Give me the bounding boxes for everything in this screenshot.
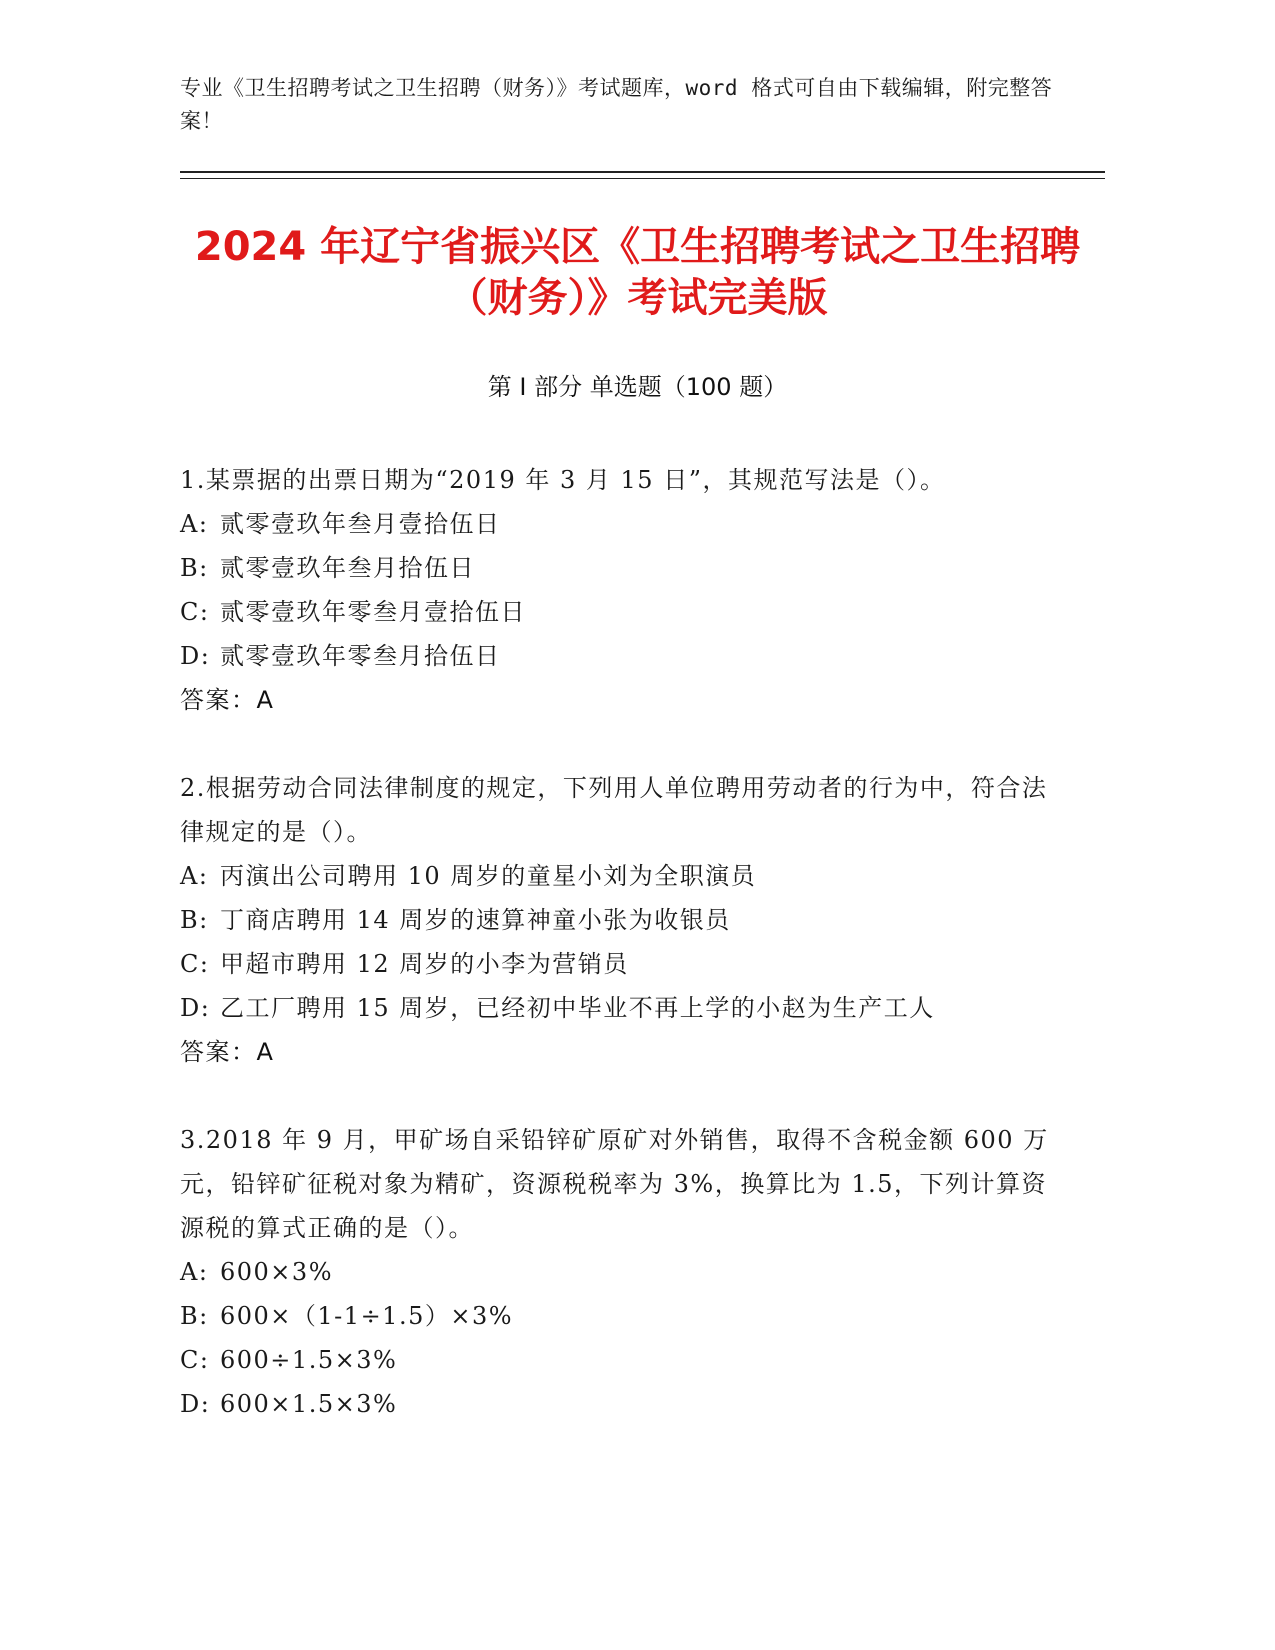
option-key: A: [180, 510, 209, 538]
option-b [180, 1294, 1060, 1338]
option-text: 600×3% [220, 1258, 333, 1286]
option-d [180, 1382, 1060, 1426]
option-b [180, 898, 1060, 942]
option-text: 600×1.5×3% [220, 1390, 398, 1418]
header-rule-thin [180, 178, 1105, 179]
option-text: 贰零壹玖年零叁月拾伍日 [220, 642, 501, 670]
header-rule-thick [180, 171, 1105, 173]
option-c [180, 942, 1060, 986]
question-list [180, 458, 1060, 1470]
option-text: 乙工厂聘用 15 周岁，已经初中毕业不再上学的小赵为生产工人 [220, 994, 935, 1022]
option-key: A: [180, 1258, 209, 1286]
option-key: C: [180, 950, 210, 978]
option-c [180, 1338, 1060, 1382]
header-note: 专业《卫生招聘考试之卫生招聘（财务）》考试题库，word 格式可自由下载编辑，附完整答案！ [180, 76, 1053, 133]
option-key: B: [180, 906, 209, 934]
question-stem: 3.2018 年 9 月，甲矿场自采铅锌矿原矿对外销售，取得不含税金额 600 万元，铅锌矿征税对象为精矿，资源税税率为 3%，换算比为 1.5，下列计算资源税的算式正确的是（）。 [180, 1126, 1049, 1242]
option-text: 甲超市聘用 12 周岁的小李为营销员 [220, 950, 629, 978]
question-stem: 1.某票据的出票日期为“2019 年 3 月 15 日”，其规范写法是（）。 [180, 466, 946, 494]
option-d [180, 986, 1060, 1030]
question-2 [180, 766, 1060, 1074]
option-key: D: [180, 1390, 211, 1418]
option-key: C: [180, 1346, 210, 1374]
option-text: 600×（1-1÷1.5）×3% [220, 1302, 514, 1330]
option-key: D: [180, 994, 211, 1022]
option-key: A: [180, 862, 209, 890]
answer-line: 答案：A [180, 1038, 275, 1066]
option-key: B: [180, 1302, 209, 1330]
option-text: 丙演出公司聘用 10 周岁的童星小刘为全职演员 [220, 862, 757, 890]
question-3 [180, 1118, 1060, 1426]
option-d [180, 634, 1060, 678]
document-title: 2024 年辽宁省振兴区《卫生招聘考试之卫生招聘（财务）》考试完美版 [194, 224, 1081, 321]
question-stem: 2.根据劳动合同法律制度的规定，下列用人单位聘用劳动者的行为中，符合法律规定的是（）。 [180, 774, 1048, 846]
option-text: 贰零壹玖年叁月壹拾伍日 [220, 510, 501, 538]
option-text: 贰零壹玖年叁月拾伍日 [220, 554, 475, 582]
option-a [180, 1250, 1060, 1294]
option-key: C: [180, 598, 210, 626]
option-text: 丁商店聘用 14 周岁的速算神童小张为收银员 [220, 906, 731, 934]
option-key: D: [180, 642, 211, 670]
option-text: 贰零壹玖年零叁月壹拾伍日 [220, 598, 526, 626]
answer-line: 答案：A [180, 686, 275, 714]
option-text: 600÷1.5×3% [220, 1346, 398, 1374]
option-a [180, 854, 1060, 898]
section-heading: 第 I 部分 单选题（100 题） [487, 373, 788, 401]
option-key: B: [180, 554, 209, 582]
option-a [180, 502, 1060, 546]
option-c [180, 590, 1060, 634]
option-b [180, 546, 1060, 590]
question-1 [180, 458, 1060, 722]
